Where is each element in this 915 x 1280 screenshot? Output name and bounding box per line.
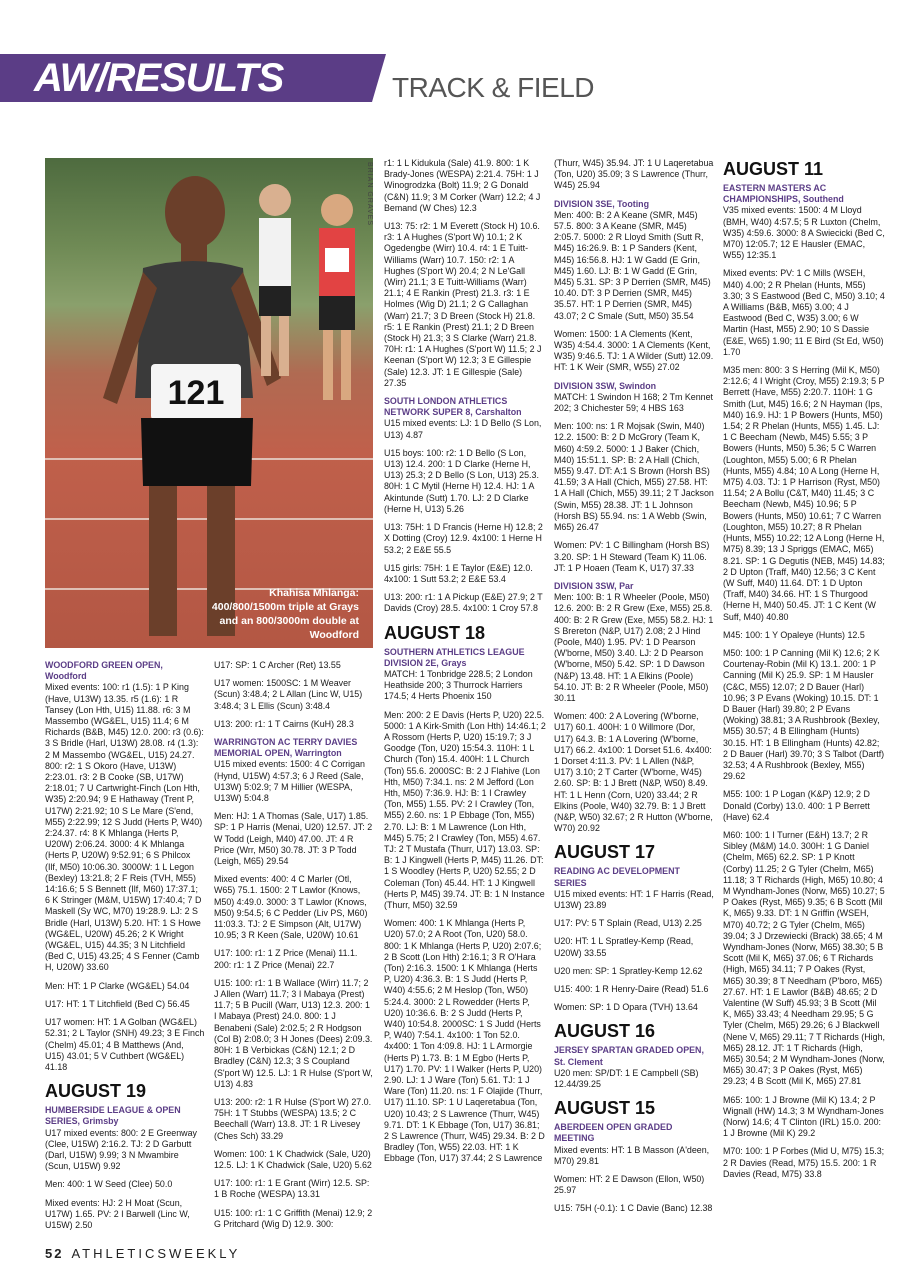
results-text: r1: 1 L Kidukula (Sale) 41.9. 800: 1 K Brady-Jones (WESPA) 2:21.4. 75H: 1 J Winogrodzka (Bolt) 11.9; 2 G Donald (C&N) 11.9; 3 M Corker (Warr) 12.2; 4 J Bemand (W Ches) 12.3 (384, 158, 541, 213)
results-text: Mixed events: HJ: 2 H Moat (Scun, U17W) 1.65. PV: 2 I Barwell (Linc W, U15W) 2.50 (45, 1197, 190, 1230)
results-text: U17: PV: 5 T Splain (Read, U13) 2.25 (554, 918, 702, 929)
results-text: Men: HT: 1 P Clarke (WG&EL) 54.04 (45, 980, 190, 991)
results-text: Mixed events: 100: r1 (1.5): 1 P King (Have, U13W) 13.35. r5 (1.6): 1 R Tansey (Lon Hth, U15) 11.88. r6: 3 M Massembo (WG&EL, U15) 11.4; 6 M Richards (B&B, M45) 12.0. 200: r3 (0.6): 3 S Bridle (Harl, U13W) 28.08. r4 (1.3): 2 M Massembo (WG&EL, U15) 24.27. 800: r2: 1 S Okoro (Have, U13W) 2:23.01. r3: 2 B Cooke (SB, U17W) 2:18.01; 7 U Cartwright-Finch (Lon Hth, W35) 2:20.94; 9 E Hathaway (Trent P, U17W) 2:21.92; 10 S Le Mare (S'end, M55) 2:22.99; 12 S Judd (Herts P, W40) 2:24.37. r4: 8 K Mhlanga (Herts P, U20W) 2:06.24. 3000: 4 K Mhlanga (Herts P, U20W) 9:52.91; 6 S Philcox (Ilf, M50) 10:06.30. 3000W: 1 L Legon (Bexley) 13:21.8; 2 F Reis (TVH, M55) 14:16.6; 5 S Bennett (Ilf, M60) 17:37.1; 6 K Stringer (M&M, U15W) 17:40.4; 7 D Maskell (Sy WC, M70) 19:28.9. LJ: 2 S Bridle (Harl, U13W) 5.20. HT: 1 S Howe (WG&EL, U20W) 45.26; 2 K Wright (WG&EL, U15) 44.35; 3 N Litchfield (Bed C, U15) 43.25; 4 S Fenner (Camb H, U20W) 33.60 (45, 682, 204, 973)
athlete-photo (45, 158, 373, 648)
date-heading: AUGUST 18 (384, 622, 486, 643)
results-text: Men: 200: 2 E Davis (Herts P, U20) 22.5. 5000: 1 A Kirk-Smith (Lon Hth) 14:46.1; 2 A Rossom (Herts P, U20) 15:19.7; 3 J Goodge (Ton, U20) 15:54.3. 110H: 1 L Church (Ton) 15.4. 400H: 1 L Church (Ton) 55.6. 2000SC: B: 2 J Flahive (Lon Hth, M50) 7:34.1. ns: 2 M Jefford (Lon Hth, M50) 7:36.9. HJ: B: 1 I Crawley (Ton, M55) 1.55. PV: 2 I Crawley (Ton, M55) 2.60. ns: 1 P Ebbage (Ton, M55) 2.70. LJ: B: 1 M Lawrence (Lon Hth, M45) 5.75; 2 I Crawley (Ton, M55) 4.67. TJ: 2 T Mustafa (Thurr, U17) 13.03. SP: B: 1 J Kingwell (Herts P, M45) 11.26. DT: 1 S Woodley (Herts P, U20) 52.55; 2 D Coleman (Ton) 45.44. HT: 1 J Kingwell (Herts P, M45) 39.74. JT: B: 1 N Instance (Thurr, M50) 32.59 (384, 709, 546, 910)
results-text: M50: 100: 1 P Canning (Mil K) 12.6; 2 K Courtenay-Robin (Mil K) 13.1. 200: 1 P Canning (Mil K) 25.9. SP: 1 M Hausler (C&C, M55) 12.07; 2 D Bauer (Harl) 10.96; 3 P Evans (Woking) 10.15. DT: 1 D Bauer (Harl) 39.80; 2 P Evans (Woking) 38.81; 3 A Rushbrook (Bexley, M55) 30.57; 4 B Ellingham (Hunts) 30.15. HT: 1 B Ellingham (Hunts) 42.82; 2 D Bauer (Harl) 39.70; 3 S Talbot (Dartf) 32.53; 4 A Rushbrook (Bexley, M55) 29.62 (723, 647, 885, 782)
page-footer (45, 1246, 240, 1261)
meet-heading: DIVISION 3SW, Swindon (554, 380, 657, 391)
results-text: V35 mixed events: 1500: 4 M Lloyd (BMH, W40) 4:57.5; 5 R Luxton (Chelm, W35) 4:59.6. 3000: 8 A Swiecicki (Bed C, M70) 12:05.7; 12 E Hausler (EMAC, W55) 12:35.1 (723, 205, 885, 261)
results-column-1 (45, 660, 205, 1238)
meet-heading: ABERDEEN OPEN GRADED MEETING (554, 1122, 673, 1144)
results-text: M45: 100: 1 Y Opaleye (Hunts) 12.5 (723, 629, 865, 640)
date-heading: AUGUST 11 (723, 159, 824, 179)
results-text: U13: 200: r1: 1 A Pickup (E&E) 27.9; 2 T Davids (Croy) 28.5. 4x100: 1 Croy 57.8 (384, 592, 543, 614)
masthead-banner (0, 54, 372, 102)
results-text: M65: 100: 1 J Browne (Mil K) 13.4; 2 P Wignall (HW) 14.3; 3 M Wyndham-Jones (Norw) 14.6; 4 T Clinton (IRL) 15.0. 200: 1 J Browne (Mil K) 29.2 (723, 1094, 884, 1139)
results-text: U20: HT: 1 L Spratley-Kemp (Read, U20W) 33.55 (554, 936, 694, 958)
results-text: U15: 100: r1: 1 B Wallace (Wirr) 11.7; 2 J Allen (Warr) 11.7; 3 I Mabaya (Prest) 11.7; 5 B Pucill (Warr, U13) 12.3. 200: 1 I Mabaya (Prest) 24.0. 800: 1 J Benabeni (Sale) 2:02.5; 2 R Hodgson (Col B) 2:08.0; 3 H Jones (Dees) 2:09.3. 80H: 1 B Verbickas (C&N) 12.1; 2 D Bradley (C&N) 12.3; 3 S Coupland (S'port W) 12.5. LJ: 1 R Hulse (S'port W, U13) 4.83 (214, 977, 373, 1089)
results-text: MATCH: 1 Swindon H 168; 2 Tm Kennet 202; 3 Chichester 59; 4 HBS 163 (554, 391, 713, 414)
results-text: (Thurr, W45) 35.94. JT: 1 U Laqeretabua (Ton, U20) 35.09; 3 S Lawrence (Thurr, W45) 25.94 (554, 158, 714, 191)
publication-name: ATHLETICSWEEKLY (71, 1246, 241, 1261)
results-text: Men: 400: B: 2 A Keane (SMR, M45) 57.5. 800: 3 A Keane (SMR, M45) 2:05.7. 5000: 2 R Lloyd Smith (Sutt R, M45) 16:26.9. B: 1 P Sanders (Kent, M45) 16:56.8. HJ: 1 W Gadd (E Grin, M45) 1.60. LJ: B: 1 W Gadd (E Grin, M45) 5.31. SP: 3 P Derrien (SMR, M45) 10.40. DT: 3 P Derrien (SMR, M45) 35.57. HT: 1 P Derrien (SMR, M45) 43.07; 2 C Smale (Sutt, M50) 35.54 (554, 209, 711, 321)
results-text: U17: 100: r1: 1 Z Price (Menai) 11.1. 200: r1: 1 Z Price (Menai) 22.7 (214, 948, 358, 970)
results-text: U15 mixed events: 1500: 4 C Corrigan (Hynd, U15W) 4:57.3; 6 J Reed (Sale, U13W) 5:02.9; 7 M Hillier (WESPA, U13W) 5:04.8 (214, 759, 365, 804)
photo-caption: Khahisa Mhlanga: 400/800/1500m triple at Grays and an 800/3000m double at Woodford (211, 587, 359, 641)
meet-heading: JERSEY SPARTAN GRADED OPEN, St. Clement (554, 1045, 704, 1067)
results-text: M70: 100: 1 P Forbes (Mid U, M75) 15.3; 2 R Davies (Read, M75) 15.5. 200: 1 R Davies (Read, M75) 33.8 (723, 1146, 885, 1179)
date-heading: AUGUST 17 (554, 842, 656, 863)
results-text: U20 men: SP/DT: 1 E Campbell (SB) 12.44/39.25 (554, 1067, 699, 1090)
results-text: Women: SP: 1 D Opara (TVH) 13.64 (554, 1002, 698, 1013)
page-number: 52 (45, 1246, 64, 1261)
meet-heading: WARRINGTON AC TERRY DAVIES MEMORIAL OPEN, Warrington (214, 737, 358, 759)
meet-heading: EASTERN MASTERS AC CHAMPIONSHIPS, Southend (723, 183, 844, 205)
results-column-2 (214, 660, 374, 1237)
meet-heading: DIVISION 3SW, Par (554, 580, 634, 591)
svg-text:121: 121 (167, 374, 225, 412)
date-heading: AUGUST 16 (554, 1021, 656, 1042)
results-column-3 (384, 158, 546, 1172)
results-text: M35 men: 800: 3 S Herring (Mil K, M50) 2:12.6; 4 I Wright (Croy, M55) 2:19.3; 5 P Berrett (Have, M55) 2:20.7. 110H: 1 G Smith (Lut, M45) 16.6; 2 N Hayman (Ips, M40) 16.9. HJ: 1 P Bowers (Hunts, M50) 1.54; 2 R Phelan (Hunts, M55) 1.45. LJ: 1 C Beecham (Newb, M45) 5.55; 3 P Bowers (Hunts, M50) 5.36; 5 C Warren (Loughton, M55) 5.00; 6 R Phelan (Hunts, M55) 4.84; 10 A Long (Herne H, M75) 4.03. TJ: 1 P Harrison (Ryst, M50) 11.54; 2 A Bollu (C&T, M40) 11.45; 3 C Beecham (Newb, M45) 10.96; 5 P Bowers (Hunts, M50) 10.61; 7 C Warren (Loughton, M55) 10.27; 8 R Phelan (Hunts, M55) 10.22; 12 A Long (Herne H, M75) 8.39; 13 J Spriggs (EMAC, M65) 8.21. SP: 1 G Degutis (NEB, M45) 14.83; 2 D Upton (Traff, M40) 12.56; 3 C Kent (W Suff, M40) 11.64. DT: 1 D Upton (Traff, M40) 34.66. HT: 1 S Thurgood (Herne H, M40) 50.45. JT: 1 C Kent (W Suff, M40) 40.80 (723, 365, 885, 622)
meet-heading: READING AC DEVELOPMENT SERIES (554, 866, 680, 888)
results-text: Women: PV: 1 C Billingham (Horsh BS) 3.20. SP: 1 H Steward (Team K) 11.06. JT: 1 P Hoaen (Team K, U17) 37.33 (554, 540, 710, 573)
background-runner-icon (245, 178, 305, 378)
results-text: U15: 400: 1 R Henry-Daire (Read) 51.6 (554, 984, 709, 994)
meet-heading: HUMBERSIDE LEAGUE & OPEN SERIES, Grimsby (45, 1105, 181, 1127)
results-text: U13: 200: r1: 1 T Cairns (KuH) 28.3 (214, 718, 354, 729)
section-title: TRACK & FIELD (392, 72, 594, 103)
background-runner-icon (307, 188, 367, 408)
results-column-5 (723, 158, 885, 1187)
results-text: U13: 75H: 1 D Francis (Herne H) 12.8; 2 X Dotting (Croy) 12.9. 4x100: 1 Herne H 53.2; 2 E&E 55.5 (384, 522, 543, 555)
results-text: Women: HT: 2 E Dawson (Ellon, W50) 25.97 (554, 1174, 705, 1196)
results-text: Men: 400: 1 W Seed (Clee) 50.0 (45, 1179, 173, 1190)
results-text: Men: 100: B: 1 R Wheeler (Poole, M50) 12.6. 200: B: 2 R Grew (Exe, M55) 25.8. 400: B: 2 R Grew (Exe, M55) 58.2. HJ: 1 S Brereton (N&P, U17) 2.08; 2 J Hind (Poole, M40) 1.95. PV: 1 D Pearson (W'borne, M50) 3.40. LJ: 2 D Pearson (W'borne, M50) 5.42. SP: 1 D Dawson (N&P) 13.48. HT: 1 A Elkins (Poole) 54.10. JT: B: 2 R Wheeler (Poole, M50) 30.11 (554, 592, 714, 703)
results-text: U15: 75H (-0.1): 1 C Davie (Banc) 12.38 (554, 1203, 713, 1214)
date-heading: AUGUST 19 (45, 1081, 147, 1102)
results-text: U15 girls: 75H: 1 E Taylor (E&E) 12.0. 4x100: 1 Sutt 53.2; 2 E&E 53.4 (384, 562, 533, 584)
aw-results-logo: AW/RESULTS (34, 56, 284, 100)
results-text: Mixed events: PV: 1 C Mills (WSEH, M40) 4.00; 2 R Phelan (Hunts, M55) 3.30; 3 S Eastwood (Bed C, M50) 3.10; 4 A Williams (B&B, M65) 3.00; 4 J Eastwood (Bed C, W35) 3.00; 6 W Martin (Hast, M55) 2.90; 10 S Dassie (E&E, W65) 1.90; 11 E Bird (St Ed, W50) 1.70 (723, 268, 885, 357)
date-heading: AUGUST 15 (554, 1098, 656, 1119)
results-text: U15 mixed events: HT: 1 F Harris (Read, U13W) 23.89 (554, 888, 714, 910)
results-text: U15 boys: 100: r2: 1 D Bello (S Lon, U13) 12.4. 200: 1 D Clarke (Herne H, U13) 25.3; 2 D Bello (S Lon, U13) 25.3. 80H: 1 C Mytil (Herne H) 12.4. HJ: 1 A Akintunde (Sutt) 1.70. LJ: 2 D Clarke (Herne H, U13) 5.26 (384, 447, 539, 514)
meet-heading: SOUTHERN ATHLETICS LEAGUE DIVISION 2E, Grays (384, 646, 525, 668)
results-text: U15: 100: r1: 1 C Griffith (Menai) 12.9; 2 G Pritchard (Wig D) 12.9. 300: (214, 1207, 373, 1229)
results-text: U13: 200: r2: 1 R Hulse (S'port W) 27.0. 75H: 1 T Stubbs (WESPA) 13.5; 2 C Beechall (Warr) 13.8. JT: 1 R Livesey (Ches Sch) 33.29 (214, 1096, 372, 1141)
results-column-4 (554, 158, 714, 1222)
photo-credit: BRIAN GRAVES (366, 162, 373, 226)
results-text: U17 women: HT: 1 A Golban (WG&EL) 52.31; 2 L Taylor (SNH) 49.23; 3 E Finch (Chelm) 45.01; 4 B Matthews (And, U15) 43.01; 5 V Cuthbert (WG&EL) 41.18 (45, 1017, 205, 1072)
results-text: Women: 100: 1 K Chadwick (Sale, U20) 12.5. LJ: 1 K Chadwick (Sale, U20) 5.62 (214, 1148, 372, 1170)
results-text: Women: 400: 2 A Lovering (W'borne, U17) 60.1. 400H: 1 0 Willmore (Dor, U17) 64.3. B: 1 A Lovering (W'borne, U17) 66.2. 4x100: 1 Dorset 51.6. 4x400: 1 Dorset 4:11.3. PV: 1 L Allen (N&P, U17) 3.10; 2 T Carter (W'borne, W45) 2.60. SP: B: 1 J Brett (N&P, W50) 8.49. HT: 1 L Henn (Corn, U20) 33.44; 2 R Elkins (Poole, W40) 32.79. B: 1 J Brett (N&P, W50) 32.67; 2 R Hutton (W'borne, W70) 20.92 (554, 711, 713, 834)
results-text: U17: HT: 1 T Litchfield (Bed C) 56.45 (45, 998, 190, 1009)
results-text: Men: HJ: 1 A Thomas (Sale, U17) 1.85. SP: 1 P Harris (Menai, U20) 12.57. JT: 2 W Todd (Leigh, M40) 47.00. JT: 4 R Price (Wrr, M50) 30.78. JT: 3 P Todd (Leigh, M65) 29.54 (214, 811, 373, 867)
results-text: U20 men: SP: 1 Spratley-Kemp 12.62 (554, 965, 703, 976)
results-text: U13: 75: r2: 1 M Everett (Stock H) 10.6. r3: 1 A Hughes (S'port W) 10.1; 2 K Ogedengbe (Wirr) 10.4. r4: 1 E Tuitt-Williams (Warr) 10.7. 150: r2: 1 A Hughes (S'port W) 20.4; 2 N Le'Gall (Wirr) 21.1; 3 E Tuitt-Williams (Warr) 21.1; 4 E Rankin (Prest) 21.3. r3: 1 E Holmes (Wig D) 21.1; 2 G Callaghan (Warr) 21.7; 3 D Breen (Stock H) 21.8. r5: 1 E Rankin (Prest) 21.1; 2 D Breen (Stock H) 21.3; 3 S Clarke (Warr) 21.8. 70H: r1: 1 A Hughes (S'port W) 11.5; 2 J Keenan (S'port W) 12.3; 3 E Gillespie (Sale) 12.3. JT: 1 E Gillespie (Sale) 27.35 (384, 221, 542, 388)
results-text: M55: 100: 1 P Logan (K&P) 12.9; 2 D Donald (Corby) 13.0. 400: 1 P Berrett (Have) 62.4 (723, 789, 870, 822)
banner-chevron (372, 54, 386, 102)
results-text: U17: SP: 1 C Archer (Ret) 13.55 (214, 660, 341, 670)
results-text: Mixed events: HT: 1 B Masson (A'deen, M70) 29.81 (554, 1144, 710, 1166)
results-text: U17 mixed events: 800: 2 E Greenway (Clee, U15W) 2:16.2. TJ: 2 D Garbutt (Darl, U15W) 9.99; 3 N Mwambire (Scun, U15W) 9.92 (45, 1127, 197, 1172)
results-text: U15 mixed events: LJ: 1 D Bello (S Lon, U13) 4.87 (384, 418, 542, 440)
meet-heading: WOODFORD GREEN OPEN, Woodford (45, 660, 163, 682)
results-text: M60: 100: 1 I Turner (E&H) 13.7; 2 R Sibley (M&M) 14.0. 300H: 1 G Daniel (Chelm, M65) 62.2. SP: 1 P Knott (Corby) 11.25; 2 G Tyler (Chelm, M65) 11.18; 3 T Richards (High, M65) 10.80; 4 M Wyndham-Jones (Norw, M65) 10.27; 5 P Oakes (Ryst, M65) 9.35; 6 B Scott (Mil K, M65) 9.33. DT: 1 N Griffin (WSEH, M70) 40.72; 2 G Tyler (Chelm, M65) 39.04; 3 J Drzewiecki (Brack) 38.65; 4 M Wyndham-Jones (Norw, M65) 38.30; 5 B Scott (Mil K, M65) 37.06; 6 T Richards (High, M65) 34.11; 7 P Oakes (Ryst, M65) 30.39; 8 T Needham (P'boro, M65) 27.67. HT: 1 E Lawlor (B&B) 48.65; 2 D Valentine (W Suff) 45.93; 3 B Scott (Mil K, M65) 33.43; 4 Needham 29.95; 5 G Tyler (Chelm, M65) 29.26; 6 J Blackwell (Nene V, M65) 29.11; 7 T Richards (High, M65) 28.12. JT: 1 T Richards (High, M65) 30.54; 2 M Wyndham-Jones (Norw, M65) 30.47; 3 P Oakes (Ryst, M65) 29.23; 4 B Scott (Mil K, M65) 27.81 (723, 829, 885, 1087)
results-text: Mixed events: 400: 4 C Marler (Otl, W65) 75.1. 1500: 2 T Lawlor (Knows, M50) 4:49.0. 3000: 3 T Lawlor (Knows, M50) 9:54.5; 6 C Pedder (Liv PS, M60) 11:03.3. TJ: 2 E Simpson (Alt, U17W) 10.95; 3 R Keen (Sale, U20W) 10.61 (214, 874, 368, 941)
meet-heading: SOUTH LONDON ATHLETICS NETWORK SUPER 8, Carshalton (384, 396, 522, 418)
results-text: Women: 1500: 1 A Clements (Kent, W35) 4:54.4. 3000: 1 A Clements (Kent, W35) 9:46.5. TJ: 1 A Wilder (Sutt) 12.09. HT: 1 K Weir (SMR, W55) 27.02 (554, 328, 714, 373)
results-text: U17 women: 1500SC: 1 M Weaver (Scun) 3:48.4; 2 L Allan (Linc W, U15) 3:48.4; 3 L Ellis (Scun) 3:48.4 (214, 678, 363, 711)
results-text: U17: 100: r1: 1 E Grant (Wirr) 12.5. SP: 1 B Roche (WESPA) 13.31 (214, 1178, 370, 1200)
results-text: MATCH: 1 Tonbridge 228.5; 2 London Heathside 200; 3 Thurrock Harriers 174.5; 4 Herts Phoenix 150 (384, 668, 533, 702)
results-text: Women: 400: 1 K Mhlanga (Herts P, U20) 57.0; 2 A Root (Ton, U20) 58.0. 800: 1 K Mhlanga (Herts P, U20) 2:07.6; 2 B Scott (Lon Hth) 2:16.1; 3 R O'Hara (Ton) 2:16.3. 1500: 1 K Mhlanga (Herts P, U20) 4:36.3. B: 1 S Judd (Herts P, W40) 4:55.6; 2 M Heslop (Ton, W50) 5:24.4. 3000: 2 L Rowedder (Herts P, U20) 10:36.6. B: 2 S Judd (Herts P, W40) 10:54.8. 2000SC: 1 S Judd (Herts P, W40) 7:54.1. 4x100: 1 Ton 52.0. 4x400: 1 Ton 4:09.8. HJ: 1 L Armorgie (Herts P) 1.73. B: 1 M Egbo (Herts P, U17) 1.70. PV: 1 I Walker (Herts P, U20) 2.90. LJ: 1 J Ware (Ton) 5.61. TJ: 1 J Ware (Ton) 11.20. ns: 1 F Olajide (Thurr, U17) 11.10. SP: 1 U Laqeretabua (Ton, U20) 10.43; 2 S Lawrence (Thurr, W45) 9.71. DT: 1 K Ebbage (Ton, U17) 36.81; 2 S Lawrence (Thurr, W45) 29.34. B: 2 D Bradley (Ton, W55) 22.03. HT: 1 K Ebbage (Ton, U17) 37.44; 2 S Lawrence (384, 918, 545, 1164)
results-text: Men: 100: ns: 1 R Mojsak (Swin, M40) 12.2. 1500: B: 2 D McGrory (Team K, M60) 4:59.2. 5000: 1 J Baker (Chich, M40) 15:51.1. SP: B: 2 A Hall (Chich, M55) 9.47. DT: A:1 S Brown (Horsh BS) 41.59; 3 A Hall (Chich, M55) 27.58. HT: 1 A Hall (Chich, M55) 39.11; 2 T Jackson (Swin, M55) 28.38. JT: 1 L Johnson (Horsh BS) 55.94. ns: 1 A Webb (Swin, M65) 26.47 (554, 421, 714, 533)
meet-heading: DIVISION 3SE, Tooting (554, 198, 649, 209)
